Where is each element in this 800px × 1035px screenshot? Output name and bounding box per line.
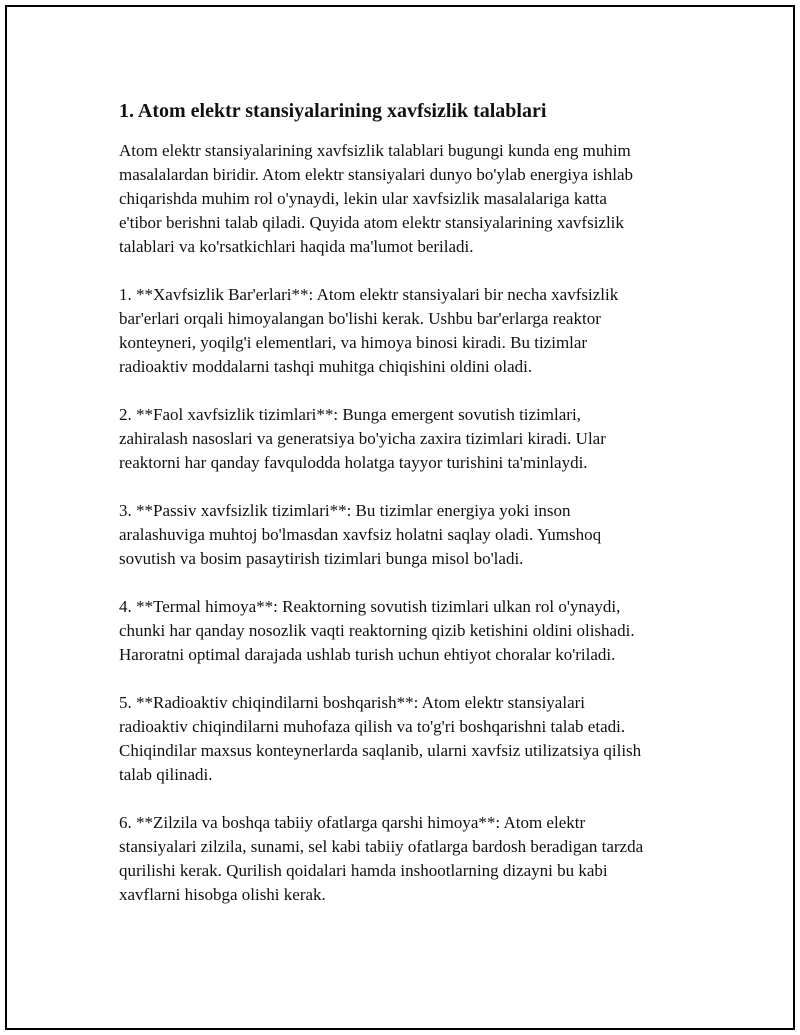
text-line: sovutish va bosim pasaytirish tizimlari bunga misol bo'ladi.	[119, 549, 524, 568]
text-line: 4. **Termal himoya**: Reaktorning sovutish tizimlari ulkan rol o'ynaydi,	[119, 597, 621, 616]
text-line: 5. **Radioaktiv chiqindilarni boshqarish**: Atom elektr stansiyalari	[119, 693, 586, 712]
text-line: reaktorni har qanday favqulodda holatga tayyor turishini ta'minlaydi.	[119, 453, 588, 472]
text-line: 6. **Zilzila va boshqa tabiiy ofatlarga qarshi himoya**: Atom elektr	[119, 813, 586, 832]
text-line: chunki har qanday nosozlik vaqti reaktorning qizib ketishini oldini olishadi.	[119, 621, 635, 640]
text-line: qurilishi kerak. Qurilish qoidalari hamda inshootlarning dizayni bu kabi	[119, 861, 608, 880]
text-line: radioaktiv moddalarni tashqi muhitga chiqishini oldini oladi.	[119, 357, 533, 376]
text-line: aralashuviga muhtoj bo'lmasdan xavfsiz holatni saqlay oladi. Yumshoq	[119, 525, 602, 544]
text-line: zahiralash nasoslari va generatsiya bo'yicha zaxira tizimlari kiradi. Ular	[119, 429, 606, 448]
paragraph-item-3	[119, 499, 699, 571]
text-line: 3. **Passiv xavfsizlik tizimlari**: Bu tizimlar energiya yoki inson	[119, 501, 571, 520]
document-heading: 1. Atom elektr stansiyalarining xavfsizlik talablari	[119, 100, 547, 122]
document-body	[119, 97, 699, 931]
text-line: talablari va ko'rsatkichlari haqida ma'lumot beriladi.	[119, 237, 474, 256]
paragraph-item-6	[119, 811, 699, 907]
text-line: Atom elektr stansiyalarining xavfsizlik talablari bugungi kunda eng muhim	[119, 141, 631, 160]
text-line: bar'erlari orqali himoyalangan bo'lishi kerak. Ushbu bar'erlarga reaktor	[119, 309, 601, 328]
text-line: 2. **Faol xavfsizlik tizimlari**: Bunga emergent sovutish tizimlari,	[119, 405, 581, 424]
paragraph-intro	[119, 139, 699, 259]
text-line: e'tibor berishni talab qiladi. Quyida atom elektr stansiyalarining xavfsizlik	[119, 213, 624, 232]
text-line: Haroratni optimal darajada ushlab turish uchun ehtiyot choralar ko'riladi.	[119, 645, 616, 664]
paragraph-item-4	[119, 595, 699, 667]
text-line: masalalardan biridir. Atom elektr stansiyalari dunyo bo'ylab energiya ishlab	[119, 165, 634, 184]
text-line: stansiyalari zilzila, sunami, sel kabi tabiiy ofatlarga bardosh beradigan tarzda	[119, 837, 644, 856]
text-line: radioaktiv chiqindilarni muhofaza qilish va to'g'ri boshqarishni talab etadi.	[119, 717, 626, 736]
text-line: 1. **Xavfsizlik Bar'erlari**: Atom elektr stansiyalari bir necha xavfsizlik	[119, 285, 619, 304]
page-frame	[5, 5, 795, 1030]
text-line: xavflarni hisobga olishi kerak.	[119, 885, 326, 904]
text-line: talab qilinadi.	[119, 765, 213, 784]
text-line: Chiqindilar maxsus konteynerlarda saqlanib, ularni xavfsiz utilizatsiya qilish	[119, 741, 642, 760]
paragraph-item-2	[119, 403, 699, 475]
paragraph-item-5	[119, 691, 699, 787]
text-line: konteyneri, yoqilg'i elementlari, va himoya binosi kiradi. Bu tizimlar	[119, 333, 588, 352]
paragraph-item-1	[119, 283, 699, 379]
text-line: chiqarishda muhim rol o'ynaydi, lekin ular xavfsizlik masalalariga katta	[119, 189, 607, 208]
